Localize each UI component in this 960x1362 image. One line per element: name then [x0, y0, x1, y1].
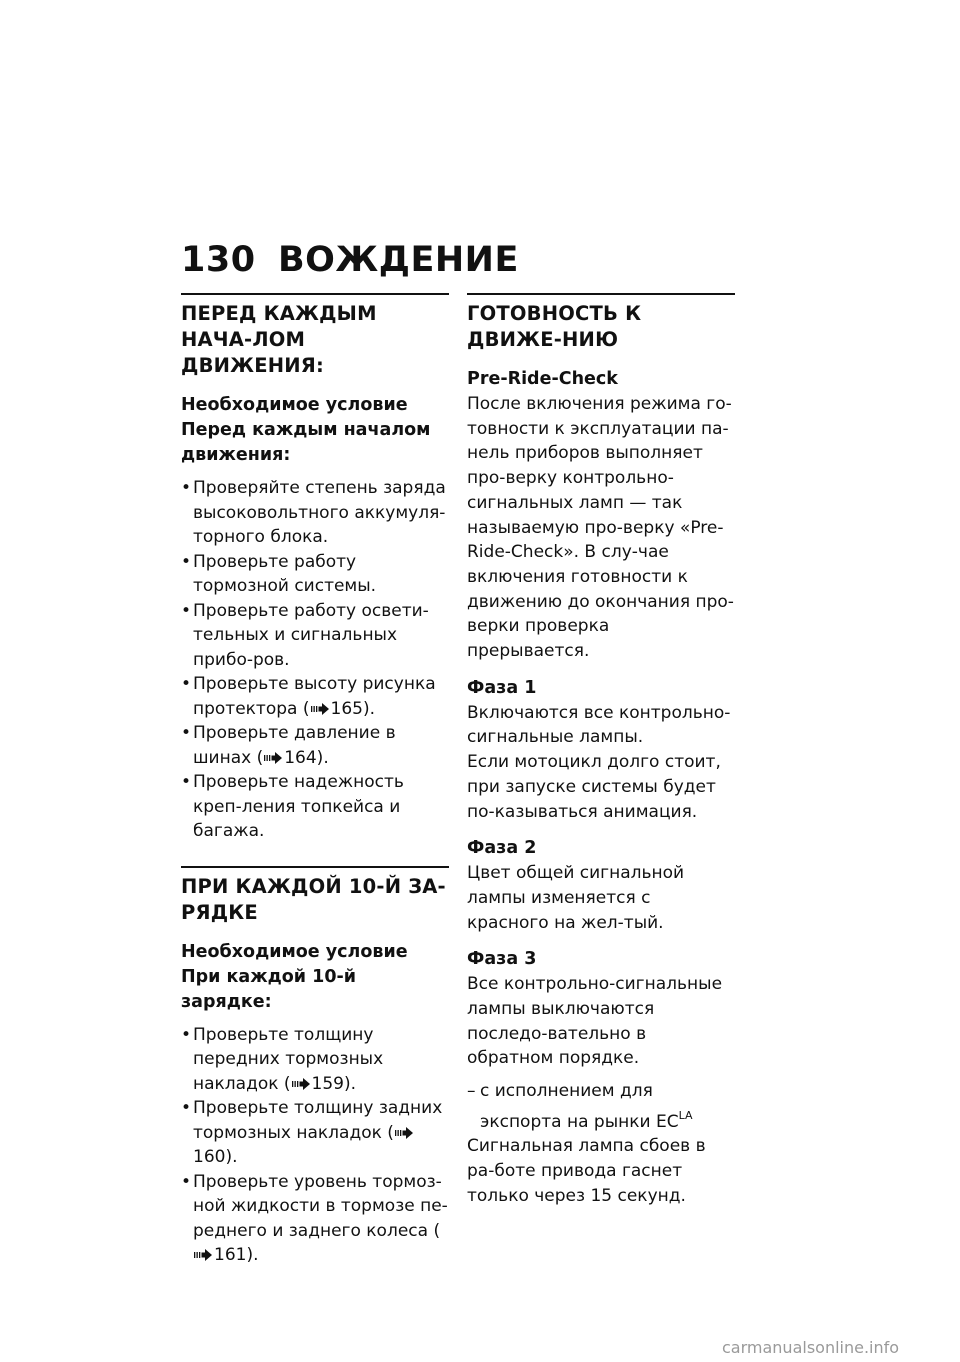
prerequisite-condition: Перед каждым началом движения: [181, 420, 431, 465]
section-divider [467, 293, 735, 295]
drive-fault-lamp-note: Сигнальная лампа сбоев в ра-боте привода гаснет только через 15 секунд. [467, 1136, 706, 1206]
watermark: carmanualsonline.info [722, 1338, 900, 1357]
section-divider [181, 866, 449, 868]
market-superscript: LA [678, 1108, 693, 1122]
left-column [181, 293, 449, 1268]
section-divider [181, 293, 449, 295]
page-reference[interactable]: 160). [193, 1147, 238, 1167]
prerequisite-condition: При каждой 10-й зарядке: [181, 966, 357, 1012]
list-item: • Проверьте надежность креп-ления топкейса и багажа. [181, 772, 404, 841]
page-header [181, 240, 519, 280]
page-reference[interactable]: 159). [311, 1073, 357, 1094]
phase-3-title: Фаза 3 [467, 949, 537, 970]
phase-1-note: Если мотоцикл долго стоит, при запуске системы будет по-казываться анимация. [467, 752, 721, 822]
list-item: • Проверьте толщину передних тормозных накладок ( 159). [181, 1024, 384, 1094]
prerequisite-heading: Необходимое условие [181, 395, 408, 415]
section-title-every-10th-charge: ПРИ КАЖДОЙ 10-Й ЗА-РЯДКЕ [181, 874, 446, 924]
page-reference-arrow-icon [311, 703, 330, 715]
export-variant-note: – с исполнением для экспорта на рынки $ЕС^{LA}$ [467, 1081, 693, 1132]
checklist-every-10th-charge [181, 1023, 449, 1268]
phase-2-title: Фаза 2 [467, 838, 537, 859]
subsection-title-pre-ride-check: Pre-Ride-Check [467, 369, 618, 389]
list-item: • Проверьте работу освети-тельных и сигнальных прибо-ров. [181, 600, 429, 670]
phase-1-title: Фаза 1 [467, 677, 537, 698]
chapter-title: ВОЖДЕНИЕ [278, 240, 519, 280]
page-reference[interactable]: 164). [284, 747, 329, 768]
checklist-before-ride [181, 476, 449, 844]
phase-3-text: Все контрольно-сигнальные лампы выключаются последо-вательно в обратном порядке. [467, 974, 723, 1069]
list-item: • Проверьте давление в шинах ( 164). [181, 723, 396, 768]
prerequisite-heading: Необходимое условие [181, 941, 408, 962]
phase-1-text: Включаются все контрольно-сигнальные лампы. [467, 702, 731, 748]
page-reference-arrow-icon [264, 752, 283, 764]
phase-2-text: Цвет общей сигнальной лампы изменяется с красного на жел-тый. [467, 863, 685, 933]
section-title-before-ride: ПЕРЕД КАЖДЫМ НАЧА-ЛОМ ДВИЖЕНИЯ: [181, 302, 377, 377]
list-item: • Проверьте работу тормозной системы. [181, 551, 377, 596]
list-item: • Проверьте уровень тормоз-ной жидкости в тормозе пе-реднего и заднего колеса (161). [181, 1171, 448, 1265]
page-reference-arrow-icon [395, 1127, 414, 1139]
page-reference[interactable]: 161). [214, 1245, 259, 1265]
section-title-ready-to-ride: ГОТОВНОСТЬ К ДВИЖЕ-НИЮ [467, 302, 642, 351]
right-column [467, 293, 735, 1208]
page-reference-arrow-icon [194, 1249, 213, 1261]
page-reference-arrow-icon [292, 1078, 311, 1090]
list-item: • Проверяйте степень заряда высоковольтного аккумуля-торного блока. [181, 478, 446, 547]
pre-ride-check-description: После включения режима го-товности к эксплуатации па-нель приборов выполняет про-верку контрольно-сигнальных ламп — так называемую про-верку «Pre-Ride-Check». В слу-чае включения готовности к движению до окончания про-верки проверка прерывается. [467, 394, 734, 662]
list-item: • Проверьте высоту рисунка протектора ( 165). [181, 674, 436, 719]
page-reference[interactable]: 165). [330, 698, 375, 719]
list-item: • Проверьте толщину задних тормозных накладок (160). [181, 1098, 443, 1167]
page-number: 130 [181, 240, 256, 280]
